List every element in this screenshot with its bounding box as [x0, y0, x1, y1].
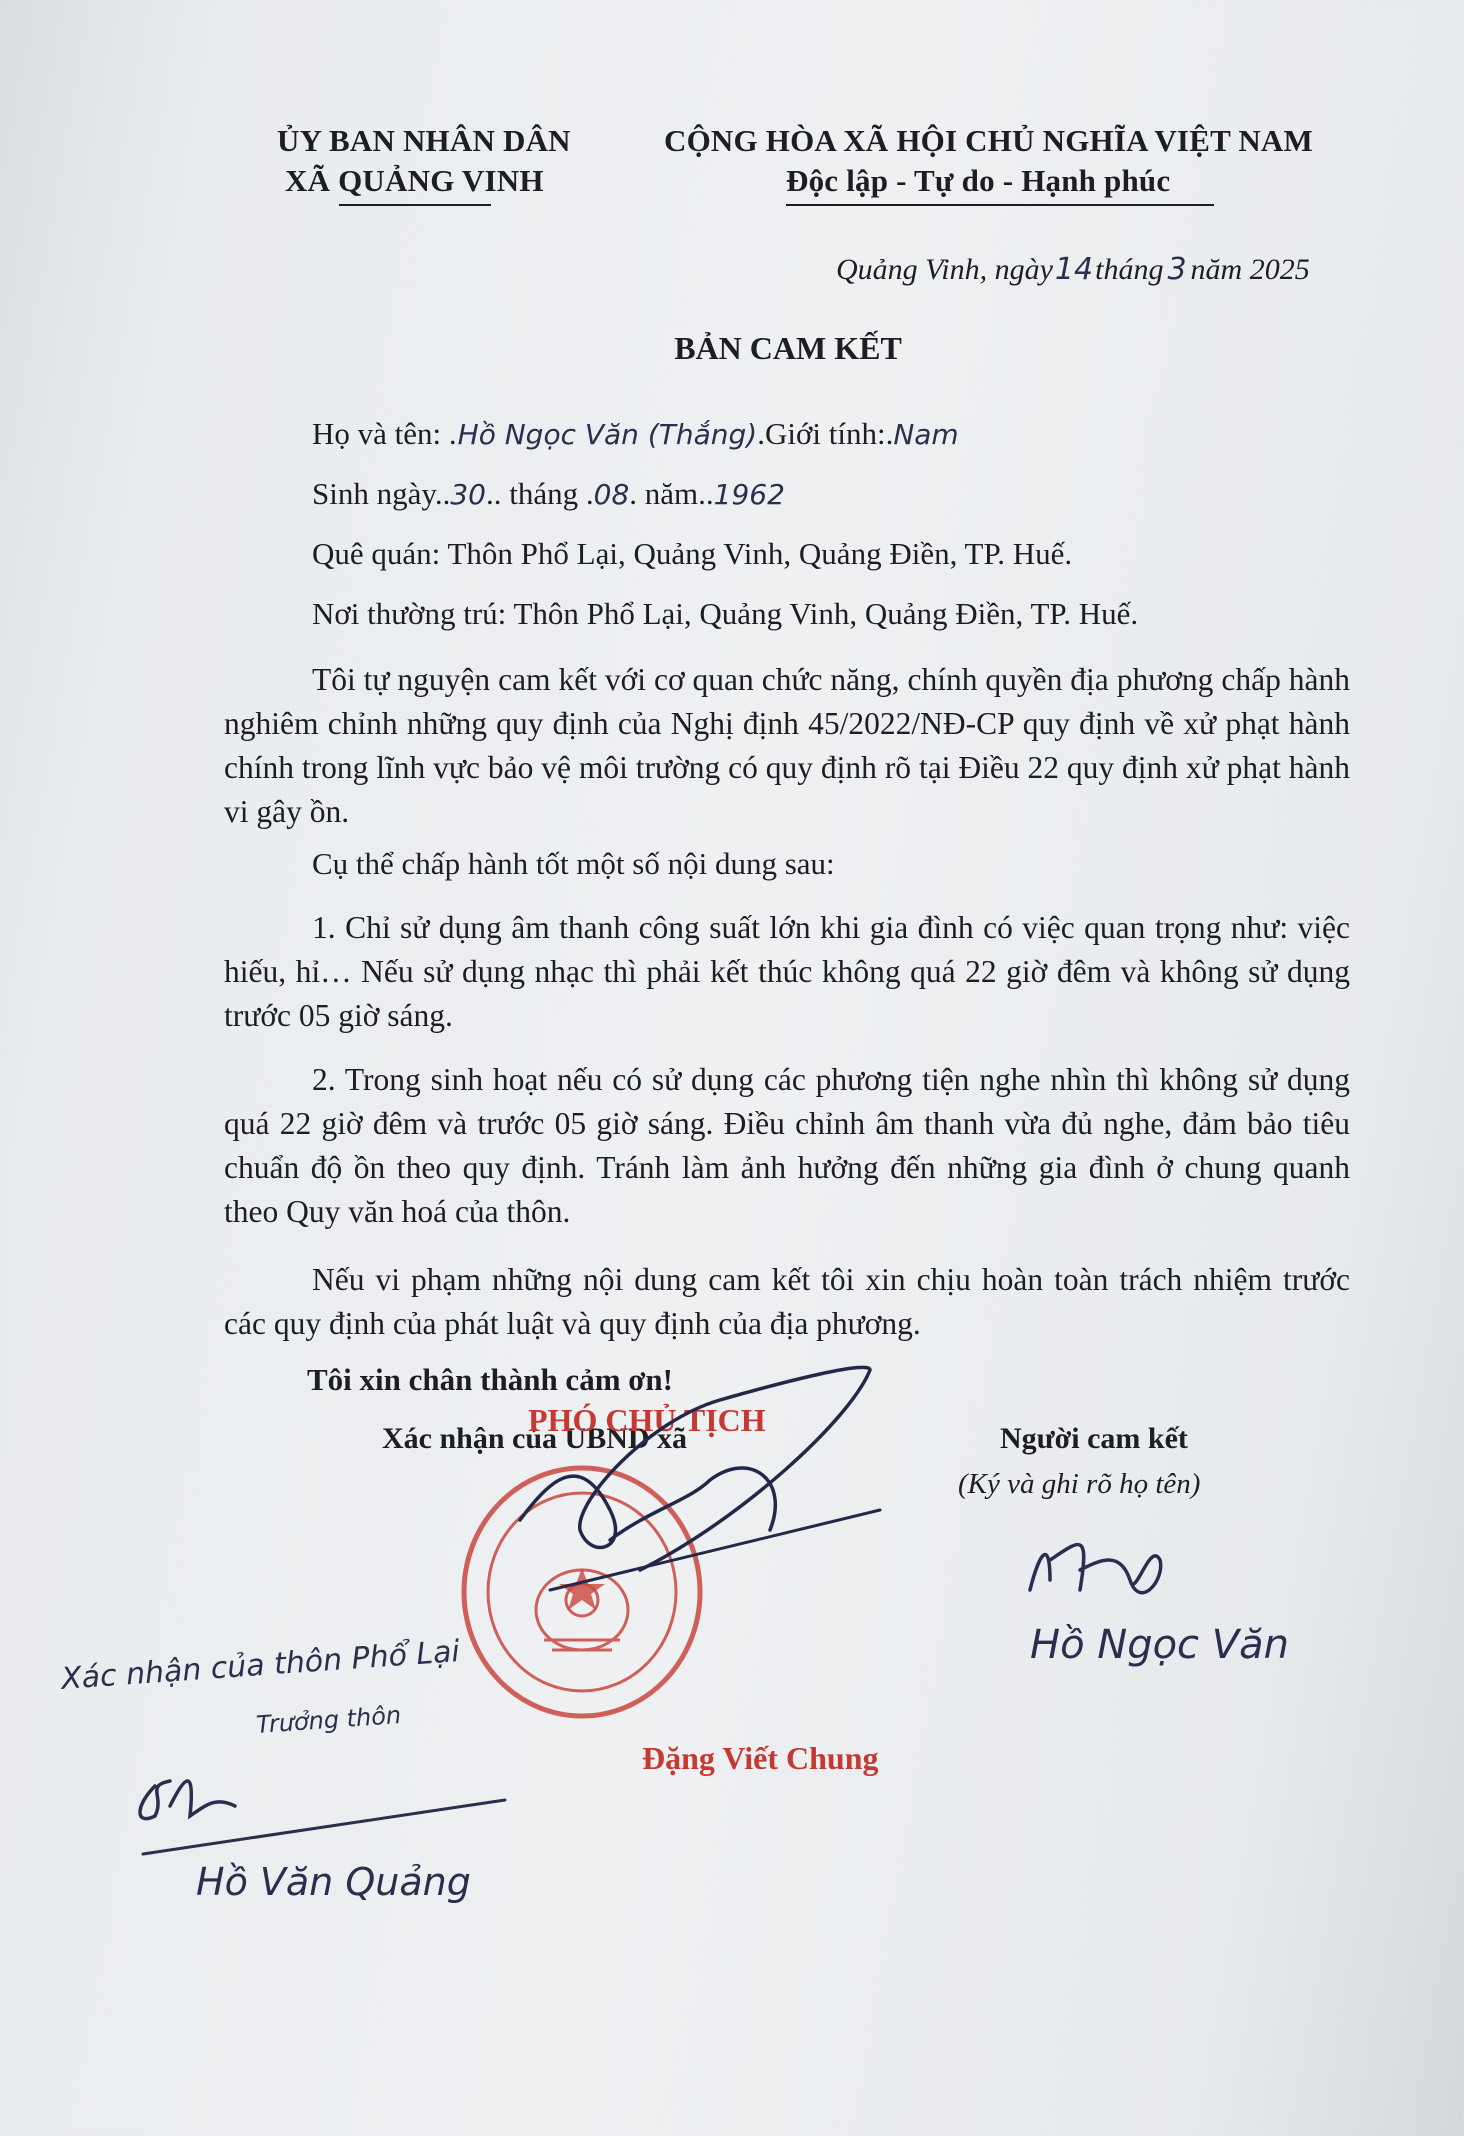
residence: Nơi thường trú: Thôn Phổ Lại, Quảng Vinh, Quảng Điền, TP. Huế. — [312, 596, 1139, 631]
hometown: Quê quán: Thôn Phổ Lại, Quảng Vinh, Quảng Điền, TP. Huế. — [312, 536, 1073, 571]
agency-name: ỦY BAN NHÂN DÂN — [277, 123, 571, 158]
dob-row: Sinh ngày..30.. tháng .08. năm..1962 — [312, 476, 785, 511]
village-role: Trưởng thôn — [255, 1700, 402, 1740]
date-year: năm 2025 — [1190, 253, 1310, 286]
signer-signature-icon — [1020, 1520, 1200, 1620]
violation-clause: Nếu vi phạm những nội dung cam kết tôi xin chịu hoàn toàn trách nhiệm trước các quy định của phát luật và quy định của địa phương. — [224, 1262, 1350, 1341]
gender-value: Nam — [893, 418, 959, 451]
intro-list: Cụ thể chấp hành tốt một số nội dung sau: — [312, 846, 835, 881]
item-2: 2. Trong sinh hoạt nếu có sử dụng các phương tiện nghe nhìn thì không sử dụng quá 22 giờ đêm và trước 05 giờ sáng. Điều chỉnh âm thanh vừa đủ nghe, đảm bảo tiêu chuẩn độ ồn theo quy định. Tránh làm ảnh hưởng đến những gia đình ở chung quanh theo Quy văn hoá của thôn. — [224, 1062, 1350, 1229]
dob-day: 30 — [450, 478, 486, 511]
name-label: Họ và tên: — [312, 416, 442, 451]
document-title: BẢN CAM KẾT — [674, 330, 902, 366]
national-motto: Độc lập - Tự do - Hạnh phúc — [786, 163, 1171, 198]
date-month: 3 — [1167, 252, 1187, 287]
commune-name: XÃ QUẢNG VINH — [285, 163, 544, 198]
village-signature-icon — [125, 1736, 525, 1866]
dob-month: 08 — [593, 478, 630, 511]
dob-month-label: tháng — [509, 476, 579, 511]
commune-confirm-title: Xác nhận của UBND xã — [382, 1422, 688, 1455]
date-day: 14 — [1054, 252, 1094, 287]
date-place: Quảng Vinh, ngày — [836, 253, 1053, 286]
village-note: Xác nhận của thôn Phổ Lại — [60, 1634, 461, 1697]
date-month-label: tháng — [1095, 253, 1164, 286]
official-name: Đặng Viết Chung — [642, 1740, 879, 1776]
date-line — [836, 252, 1310, 287]
commitment-paragraph: Tôi tự nguyện cam kết với cơ quan chức năng, chính quyền địa phương chấp hành nghiêm chỉnh những quy định của Nghị định 45/2022/NĐ-CP quy định về xử phạt hành chính trong lĩnh vực bảo vệ môi trường có quy định rõ tại Điều 22 quy định xử phạt hành vi gây ồn. — [224, 662, 1350, 829]
motto-underline — [786, 204, 1214, 206]
national-title: CỘNG HÒA XÃ HỘI CHỦ NGHĨA VIỆT NAM — [664, 123, 1313, 158]
name-row: Họ và tên: .Hồ Ngọc Văn (Thắng).Giới tính:.Nam — [312, 416, 959, 451]
dob-year: 1962 — [713, 478, 785, 511]
dob-year-label: năm — [644, 476, 699, 511]
item-1: 1. Chỉ sử dụng âm thanh công suất lớn khi gia đình có việc quan trọng như: việc hiếu, hỉ… Nếu sử dụng nhạc thì phải kết thúc không quá 22 giờ đêm và không sử dụng trước 05 giờ sáng. — [224, 910, 1350, 1033]
commune-underline — [339, 204, 491, 206]
village-head-name: Hồ Văn Quảng — [196, 1860, 471, 1904]
dob-label: Sinh ngày — [312, 476, 435, 511]
thanks-line: Tôi xin chân thành cảm ơn! — [307, 1362, 673, 1397]
signer-handwritten-name: Hồ Ngọc Văn — [1030, 1622, 1289, 1668]
signer-note: (Ký và ghi rõ họ tên) — [958, 1468, 1201, 1500]
stamp-role: PHÓ CHỦ TỊCH — [528, 1402, 766, 1438]
name-value: Hồ Ngọc Văn (Thắng) — [457, 418, 758, 451]
gender-label: Giới tính: — [764, 416, 886, 451]
official-signature-icon — [490, 1360, 890, 1600]
signer-title: Người cam kết — [1000, 1422, 1188, 1455]
